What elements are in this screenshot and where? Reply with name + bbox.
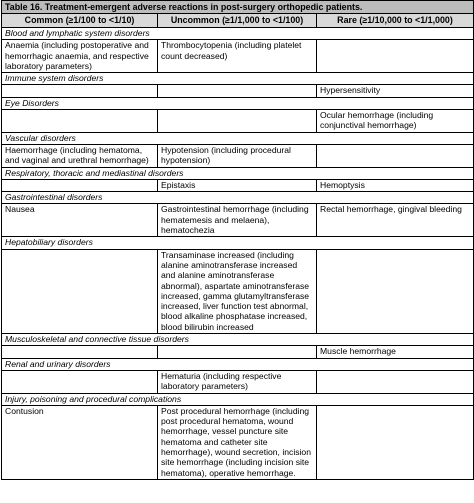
cell-common: Haemorrhage (including hematoma, and vaginal and urethral hemorrhage): [2, 144, 158, 167]
soc-row: [2, 393, 474, 405]
cell-rare: [317, 144, 474, 167]
cell-common: [2, 370, 158, 393]
cell-rare: Muscle hemorrhage: [317, 346, 474, 358]
adverse-reactions-table: [1, 0, 474, 480]
soc-row: [2, 132, 474, 144]
table-row: [2, 370, 474, 393]
cell-common: [2, 346, 158, 358]
cell-common: Nausea: [2, 204, 158, 237]
table-caption-row: [2, 1, 474, 14]
cell-uncommon: Hypotension (including procedural hypotension): [158, 144, 317, 167]
table-row: [2, 405, 474, 479]
system-organ-class-label: Musculoskeletal and connective tissue disorders: [2, 334, 474, 346]
soc-row: [2, 167, 474, 179]
column-header-uncommon: Uncommon (≥1/1,000 to <1/100): [158, 14, 317, 28]
soc-row: [2, 97, 474, 109]
cell-common: Anaemia (including postoperative and hemorrhagic anaemia, and respective laboratory parameters): [2, 40, 158, 73]
cell-common: Contusion: [2, 405, 158, 479]
table-header-row: [2, 14, 474, 28]
cell-rare: Hypersensitivity: [317, 85, 474, 97]
soc-row: [2, 73, 474, 85]
table-row: [2, 179, 474, 191]
system-organ-class-label: Renal and urinary disorders: [2, 358, 474, 370]
cell-rare: [317, 370, 474, 393]
table-row: [2, 40, 474, 73]
cell-rare: Ocular hemorrhage (including conjunctival hemorrhage): [317, 110, 474, 133]
soc-row: [2, 334, 474, 346]
soc-row: [2, 192, 474, 204]
soc-row: [2, 237, 474, 249]
cell-uncommon: Hematuria (including respective laboratory parameters): [158, 370, 317, 393]
system-organ-class-label: Injury, poisoning and procedural complications: [2, 393, 474, 405]
cell-uncommon: Epistaxis: [158, 179, 317, 191]
cell-rare: [317, 40, 474, 73]
soc-row: [2, 28, 474, 40]
soc-row: [2, 358, 474, 370]
system-organ-class-label: Hepatobiliary disorders: [2, 237, 474, 249]
table-caption: Table 16. Treatment-emergent adverse reactions in post-surgery orthopedic patients.: [2, 1, 474, 14]
cell-rare: [317, 249, 474, 333]
system-organ-class-label: Gastrointestinal disorders: [2, 192, 474, 204]
cell-uncommon: [158, 346, 317, 358]
table-body: [2, 28, 474, 480]
cell-common: [2, 110, 158, 133]
cell-rare: Rectal hemorrhage, gingival bleeding: [317, 204, 474, 237]
system-organ-class-label: Respiratory, thoracic and mediastinal disorders: [2, 167, 474, 179]
system-organ-class-label: Eye Disorders: [2, 97, 474, 109]
system-organ-class-label: Blood and lymphatic system disorders: [2, 28, 474, 40]
cell-uncommon: Gastrointestinal hemorrhage (including hematemesis and melaena), hematochezia: [158, 204, 317, 237]
cell-common: [2, 179, 158, 191]
cell-uncommon: [158, 85, 317, 97]
table-row: [2, 204, 474, 237]
system-organ-class-label: Vascular disorders: [2, 132, 474, 144]
cell-rare: [317, 405, 474, 479]
table-row: [2, 110, 474, 133]
table-row: [2, 144, 474, 167]
cell-uncommon: Thrombocytopenia (including platelet count decreased): [158, 40, 317, 73]
table-row: [2, 249, 474, 333]
cell-uncommon: Transaminase increased (including alanine aminotransferase increased and alanine aminotransferase abnormal), aspartate aminotransferase increased, gamma glutamyltransferase increased, liver function test abnormal, blood alkaline phosphatase increased, blood bilirubin increased: [158, 249, 317, 333]
table-row: [2, 346, 474, 358]
cell-uncommon: Post procedural hemorrhage (including post procedural hematoma, wound hemorrhage, vessel puncture site hematoma and catheter site hemorrhage), wound secretion, incision site hemorrhage (including incision site hematoma), operative hemorrhage.: [158, 405, 317, 479]
table-row: [2, 85, 474, 97]
cell-common: [2, 249, 158, 333]
column-header-rare: Rare (≥1/10,000 to <1/1,000): [317, 14, 474, 28]
column-header-common: Common (≥1/100 to <1/10): [2, 14, 158, 28]
cell-rare: Hemoptysis: [317, 179, 474, 191]
cell-common: [2, 85, 158, 97]
cell-uncommon: [158, 110, 317, 133]
system-organ-class-label: Immune system disorders: [2, 73, 474, 85]
